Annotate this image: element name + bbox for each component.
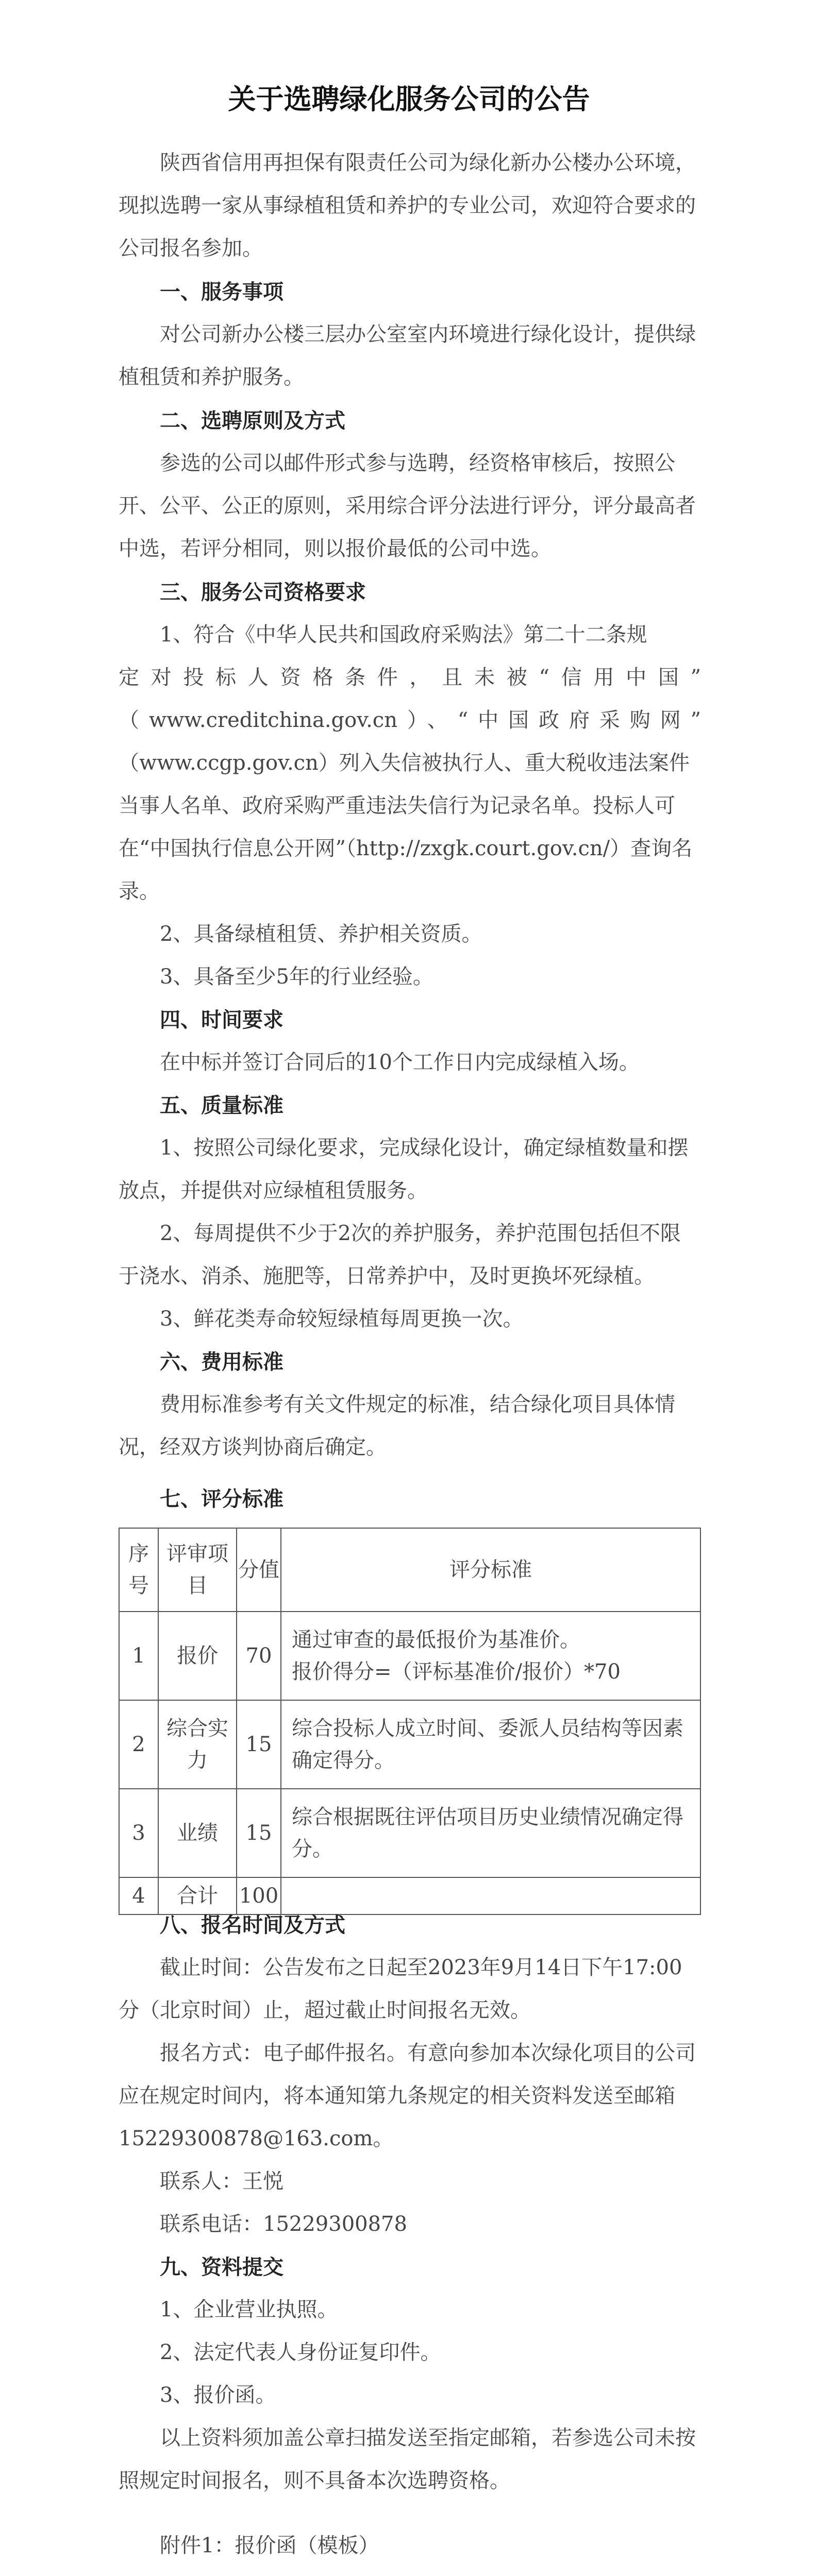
row-standard: 综合根据既往评估项目历史业绩情况确定得分。	[281, 1789, 700, 1877]
section-3-item-1-rest: （www.ccgp.gov.cn）列入失信被执行人、重大税收违法案件当事人名单、政府采购严重违法失信行为记录名单。投标人可在“中国执行信息公开网”（http://zxgk.court.gov.cn/）查询名录。	[119, 751, 693, 903]
row-no: 3	[119, 1789, 158, 1877]
header-item: 评审项目	[158, 1528, 237, 1612]
header-score: 分值	[237, 1528, 281, 1612]
table-row	[119, 1789, 700, 1877]
row-no: 4	[119, 1877, 158, 1914]
section-3-item-1-line-3: （www.creditchina.gov.cn）、“中国政府采购网”	[119, 708, 701, 732]
row-score: 100	[237, 1877, 281, 1914]
section-9-item-1: 1、企业营业执照。	[160, 2298, 338, 2321]
row-item: 合计	[158, 1877, 237, 1914]
section-2-body: 参选的公司以邮件形式参与选聘，经资格审核后，按照公开、公平、公正的原则，采用综合评分法进行评分，评分最高者中选，若评分相同，则以报价最低的公司中选。	[119, 451, 696, 561]
section-8-phone: 联系电话：15229300878	[160, 2212, 407, 2236]
section-1-heading: 一、服务事项	[160, 280, 283, 304]
header-no: 序号	[119, 1528, 158, 1612]
attachment-note: 附件1：报价函（模板）	[160, 2534, 379, 2557]
section-8-contact: 联系人：王悦	[160, 2170, 283, 2193]
section-5-item-1: 1、按照公司绿化要求，完成绿化设计，确定绿植数量和摆放点，并提供对应绿植租赁服务。	[119, 1136, 689, 1202]
section-9-item-3: 3、报价函。	[160, 2383, 276, 2407]
row-standard: 综合投标人成立时间、委派人员结构等因素确定得分。	[281, 1700, 700, 1789]
table-row	[119, 1612, 700, 1700]
row-item: 报价	[158, 1612, 237, 1700]
row-score: 70	[237, 1612, 281, 1700]
table-header-row	[119, 1528, 700, 1612]
row-standard	[281, 1612, 700, 1700]
section-6-heading: 六、费用标准	[160, 1350, 283, 1374]
section-2-heading: 二、选聘原则及方式	[160, 409, 345, 433]
section-4-heading: 四、时间要求	[160, 1008, 283, 1032]
section-9-note: 以上资料须加盖公章扫描发送至指定邮箱，若参选公司未按照规定时间报名，则不具备本次选聘资格。	[119, 2426, 696, 2493]
section-1-body: 对公司新办公楼三层办公室室内环境进行绿化设计，提供绿植租赁和养护服务。	[119, 323, 696, 389]
row-no: 2	[119, 1700, 158, 1789]
section-4-body: 在中标并签订合同后的10个工作日内完成绿植入场。	[160, 1050, 640, 1074]
section-3-item-1-line-2: 定对投标人资格条件，且未被“信用中国”	[119, 666, 701, 689]
row-standard-line-2: 报价得分=（评标基准价/报价）*70	[292, 1660, 621, 1684]
section-3-heading: 三、服务公司资格要求	[160, 580, 366, 604]
row-score: 15	[237, 1700, 281, 1789]
section-9-heading: 九、资料提交	[160, 2255, 283, 2279]
row-standard-line-1: 通过审查的最低报价为基准价。	[292, 1628, 580, 1652]
section-6-body: 费用标准参考有关文件规定的标准，结合绿化项目具体情况，经双方谈判协商后确定。	[119, 1393, 675, 1459]
scoring-table	[119, 1528, 701, 1915]
table-row	[119, 1700, 700, 1789]
section-8-method: 报名方式：电子邮件报名。有意向参加本次绿化项目的公司应在规定时间内，将本通知第九条规定的相关资料发送至邮箱15229300878@163.com。	[119, 2041, 696, 2150]
row-no: 1	[119, 1612, 158, 1700]
section-5-item-2: 2、每周提供不少于2次的养护服务，养护范围包括但不限于浇水、消杀、施肥等，日常养护中，及时更换坏死绿植。	[119, 1222, 681, 1288]
section-3-item-3: 3、具备至少5年的行业经验。	[160, 965, 433, 989]
row-score: 15	[237, 1789, 281, 1877]
header-standard: 评分标准	[281, 1528, 700, 1612]
section-8-heading: 八、报名时间及方式	[160, 1913, 345, 1937]
page-title: 关于选聘绿化服务公司的公告	[228, 83, 590, 115]
section-3-item-1-line-1: 1、符合《中华人民共和国政府采购法》第二十二条规	[160, 623, 647, 647]
section-5-heading: 五、质量标准	[160, 1093, 283, 1117]
section-9-item-2: 2、法定代表人身份证复印件。	[160, 2341, 441, 2364]
intro-paragraph: 陕西省信用再担保有限责任公司为绿化新办公楼办公环境，现拟选聘一家从事绿植租赁和养护的专业公司，欢迎符合要求的公司报名参加。	[119, 151, 696, 260]
section-3-item-2: 2、具备绿植租赁、养护相关资质。	[160, 922, 482, 946]
section-8-deadline: 截止时间：公告发布之日起至2023年9月14日下午17:00分（北京时间）止，超过截止时间报名无效。	[119, 1956, 682, 2022]
section-5-item-3: 3、鲜花类寿命较短绿植每周更换一次。	[160, 1307, 524, 1331]
row-item: 综合实力	[158, 1700, 237, 1789]
row-item: 业绩	[158, 1789, 237, 1877]
section-7-heading: 七、评分标准	[160, 1487, 283, 1511]
